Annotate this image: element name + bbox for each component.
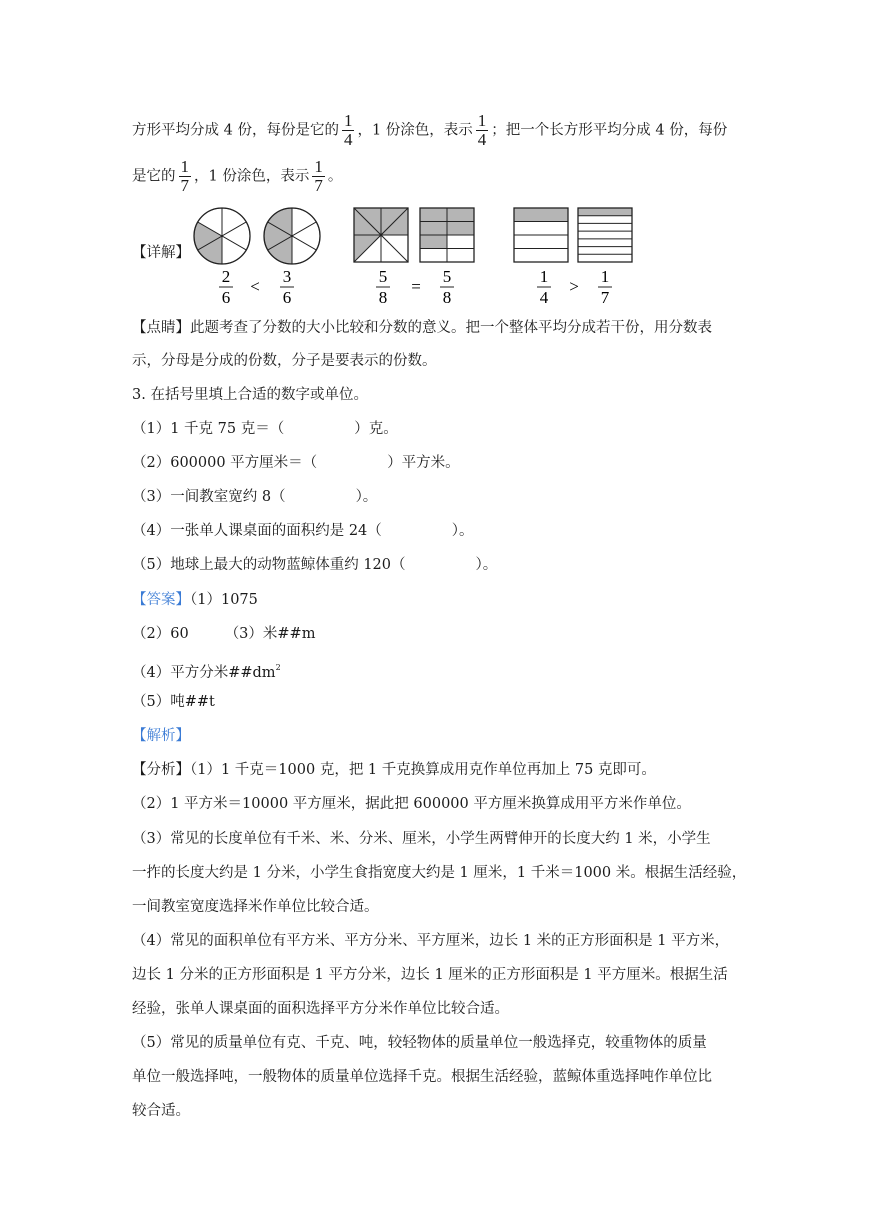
fraction-denominator: 6 bbox=[221, 288, 231, 307]
shaded-strip bbox=[578, 208, 632, 216]
fraction-numerator: 1 bbox=[539, 267, 549, 286]
answer-line-4: （4）平方分米$\#\#dm^2$ bbox=[132, 663, 281, 681]
comparison-1 bbox=[219, 267, 294, 307]
question-3-item-1: （1）1 千克 75 克＝（ ）克。 bbox=[132, 421, 398, 437]
answer-line-1: 【答案】（1）1075 bbox=[132, 592, 258, 608]
detail-label: 【详解】 bbox=[132, 245, 190, 261]
question-3-item-2: （2）600000 平方厘米＝（ ）平方米。 bbox=[132, 455, 460, 471]
answer-line-2: （2）60 （3）米##m bbox=[132, 626, 316, 642]
analysis-line: 经验，张单人课桌面的面积选择平方分米作单位比较合适。 bbox=[132, 1001, 509, 1017]
fraction-numerator: 2 bbox=[221, 267, 231, 286]
circle-3-of-6 bbox=[264, 208, 320, 264]
comparison-operator: = bbox=[411, 277, 421, 296]
fraction-1-4: $\frac{1}{4}$ bbox=[477, 111, 487, 149]
fraction-numerator: 5 bbox=[442, 267, 452, 286]
analysis-line: （2）1 平方米＝10000 平方厘米，据此把 600000 平方厘米换算成用平方米作单位。 bbox=[132, 796, 691, 812]
fraction-denominator: 8 bbox=[378, 288, 388, 307]
fraction-1-4: $\frac{1}{4}$ bbox=[343, 111, 353, 149]
analysis-line: （3）常见的长度单位有千米、米、分米、厘米，小学生两臂伸开的长度大约 1 米，小学生 bbox=[132, 831, 711, 847]
fraction-numerator: 1 bbox=[600, 267, 610, 286]
question-3-title: 3. 在括号里填上合适的数字或单位。 bbox=[132, 387, 368, 403]
fraction-comparison-figure bbox=[185, 200, 645, 310]
point-line-1: 【点睛】此题考查了分数的大小比较和分数的意义。把一个整体平均分成若干份，用分数表 bbox=[132, 320, 712, 336]
intro-line-2: 是它的 $\frac{1}{7}$ ，1 份涂色，表示 $\frac{1}{7}$ 。 bbox=[132, 157, 343, 195]
fraction-denominator: 7 bbox=[600, 288, 610, 307]
fraction-denominator: 8 bbox=[442, 288, 452, 307]
fraction-denominator: 6 bbox=[282, 288, 292, 307]
comparison-2 bbox=[376, 267, 454, 307]
question-3-item-5: （5）地球上最大的动物蓝鲸体重约 120（ ）。 bbox=[132, 557, 498, 573]
rectangle-1-of-4 bbox=[514, 208, 568, 262]
rectangle-1-of-7 bbox=[578, 208, 632, 262]
analysis-line: 边长 1 分米的正方形面积是 1 平方分米，边长 1 厘米的正方形面积是 1 平方厘米。根据生活 bbox=[132, 967, 728, 983]
analysis-line: （4）常见的面积单位有平方米、平方分米、平方厘米，边长 1 米的正方形面积是 1 平方米， bbox=[132, 933, 730, 949]
analysis-line: 一拃的长度大约是 1 分米，小学生食指宽度大约是 1 厘米，1 千米＝1000 米。根据生活经验， bbox=[132, 865, 747, 881]
question-3-item-4: （4）一张单人课桌面的面积约是 24（ ）。 bbox=[132, 523, 474, 539]
comparison-operator: < bbox=[250, 277, 260, 296]
fraction-numerator: 3 bbox=[282, 267, 292, 286]
analysis-line: 【分析】（1）1 千克＝1000 克，把 1 千克换算成用克作单位再加上 75 克即可。 bbox=[132, 762, 656, 778]
fraction-1-7: $\frac{1}{7}$ bbox=[314, 157, 323, 195]
analysis-line: 单位一般选择吨，一般物体的质量单位选择千克。根据生活经验，蓝鲸体重选择吨作单位比 bbox=[132, 1069, 712, 1085]
fraction-numerator: 5 bbox=[378, 267, 388, 286]
answer-label: 【答案】 bbox=[132, 592, 190, 608]
analysis-line: （5）常见的质量单位有克、千克、吨，较轻物体的质量单位一般选择克，较重物体的质量 bbox=[132, 1035, 707, 1051]
analysis-label: 【解析】 bbox=[132, 728, 190, 744]
square-5-of-8-grid bbox=[420, 208, 474, 262]
fraction-denominator: 4 bbox=[539, 288, 549, 307]
comparison-operator: > bbox=[569, 277, 579, 296]
intro-line-1: 方形平均分成 4 份，每份是它的 $\frac{1}{4}$ ，1 份涂色，表示 $\frac{1}{4}$ ；把一个长方形平均分成 4 份，每份 bbox=[132, 111, 728, 149]
circle-2-of-6 bbox=[194, 208, 250, 264]
point-line-2: 示，分母是分成的份数，分子是要表示的份数。 bbox=[132, 353, 437, 369]
fraction-1-7: $\frac{1}{7}$ bbox=[180, 157, 189, 195]
comparison-3 bbox=[537, 267, 612, 307]
square-5-of-8-triangles bbox=[354, 208, 408, 262]
question-3-item-3: （3）一间教室宽约 8（ ）。 bbox=[132, 489, 378, 505]
analysis-line: 一间教室宽度选择米作单位比较合适。 bbox=[132, 899, 379, 915]
analysis-line: 较合适。 bbox=[132, 1103, 190, 1119]
answer-line-5: （5）吨##t bbox=[132, 694, 215, 710]
